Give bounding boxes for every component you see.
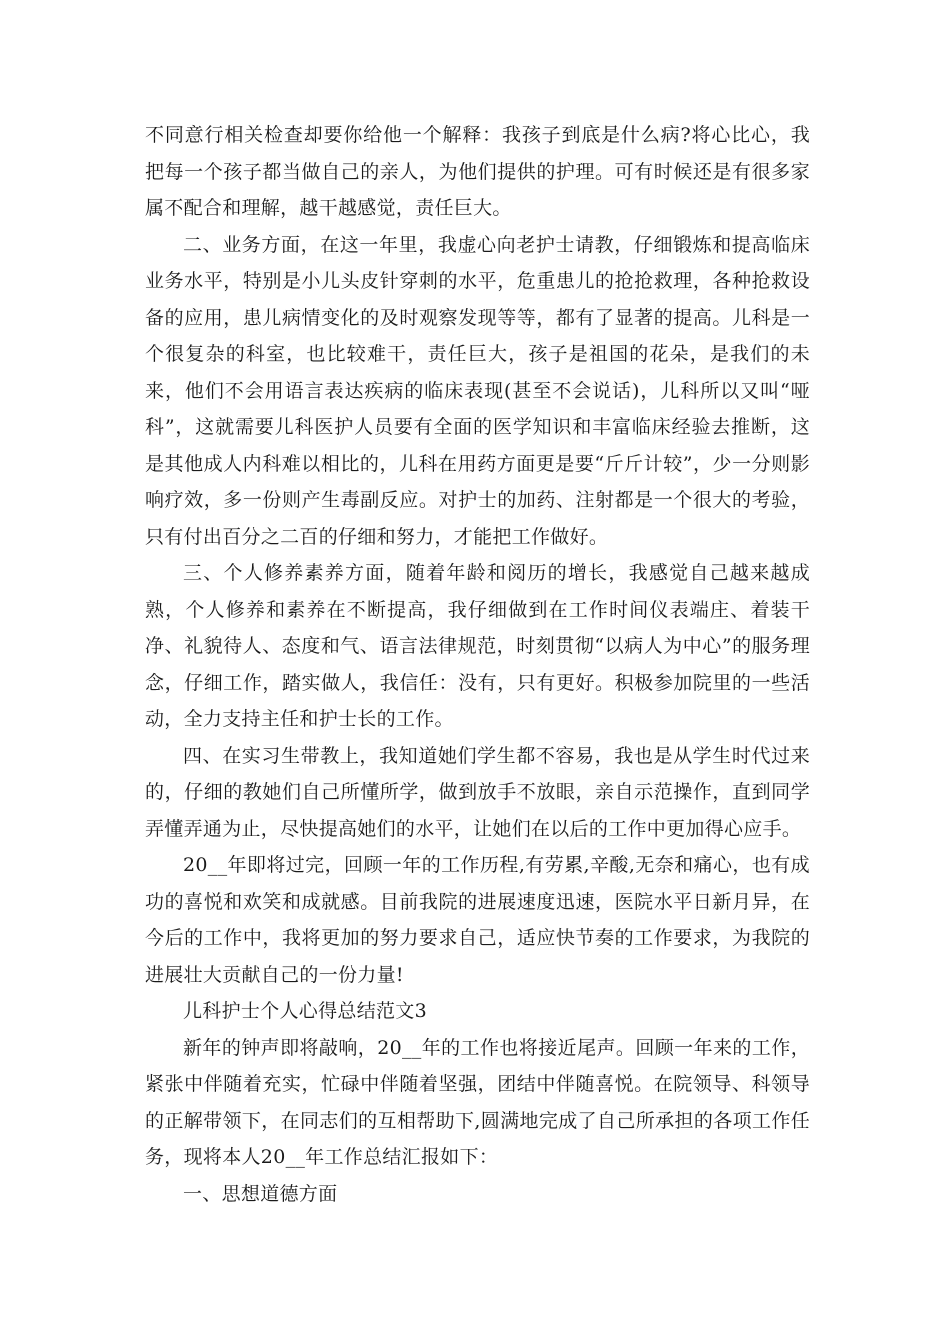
paragraph-intern-teaching: 四、在实习生带教上，我知道她们学生都不容易，我也是从学生时代过来的，仔细的教她们自己所懂所学，做到放手不放眼，亲自示范操作，直到同学弄懂弄通为止，尽快提高她们的水平，让她们在以后的工作中更加得心应手。	[145, 744, 810, 840]
document-body	[145, 117, 810, 1212]
section-heading-sample-3: 儿科护士个人心得总结范文3	[183, 1000, 427, 1022]
section-heading-ideology: 一、思想道德方面	[183, 1182, 338, 1205]
paragraph-personal-quality: 三、个人修养素养方面，随着年龄和阅历的增长，我感觉自己越来越成熟，个人修养和素养在不断提高，我仔细做到在工作时间仪表端庄、着装干净、礼貌待人、态度和气、语言法律规范，时刻贯彻“以病人为中心”的服务理念，仔细工作，踏实做人，我信任：没有，只有更好。积极参加院里的一些活动，全力支持主任和护士长的工作。	[145, 562, 810, 730]
paragraph-business: 二、业务方面，在这一年里，我虚心向老护士请教，仔细锻炼和提高临床业务水平，特别是小儿头皮针穿刺的水平，危重患儿的抢抢救理，各种抢救设备的应用，患儿病情变化的及时观察发现等等，都有了显著的提高。儿科是一个很复杂的科室，也比较难干，责任巨大，孩子是祖国的花朵，是我们的未来，他们不会用语言表达疾病的临床表现(甚至不会说话)，儿科所以又叫“哑科”，这就需要儿科医护人员要有全面的医学知识和丰富临床经验去推断，这是其他成人内科难以相比的，儿科在用药方面更是要“斤斤计较”，少一分则影响疗效，多一份则产生毒副反应。对护士的加药、注射都是一个很大的考验，只有付出百分之二百的仔细和努力，才能把工作做好。	[145, 233, 810, 548]
paragraph-year-review: 20__年即将过完，回顾一年的工作历程,有劳累,辛酸,无奈和痛心，也有成功的喜悦和欢笑和成就感。目前我院的进展速度迅速，医院水平日新月异，在今后的工作中，我将更加的努力要求自己，适应快节奏的工作要求，为我院的进展壮大贡献自己的一份力量!	[145, 854, 810, 986]
paragraph-continued: 不同意行相关检查却要你给他一个解释：我孩子到底是什么病?将心比心，我把每一个孩子都当做自己的亲人，为他们提供的护理。可有时候还是有很多家属不配合和理解，越干越感觉，责任巨大。	[145, 124, 810, 219]
paragraph-new-year-intro: 新年的钟声即将敲响，20__年的工作也将接近尾声。回顾一年来的工作，紧张中伴随着充实，忙碌中伴随着坚强，团结中伴随喜悦。在院领导、科领导的正解带领下，在同志们的互相帮助下,圆满地完成了自己所承担的各项工作任务，现将本人20__年工作总结汇报如下：	[145, 1036, 810, 1168]
